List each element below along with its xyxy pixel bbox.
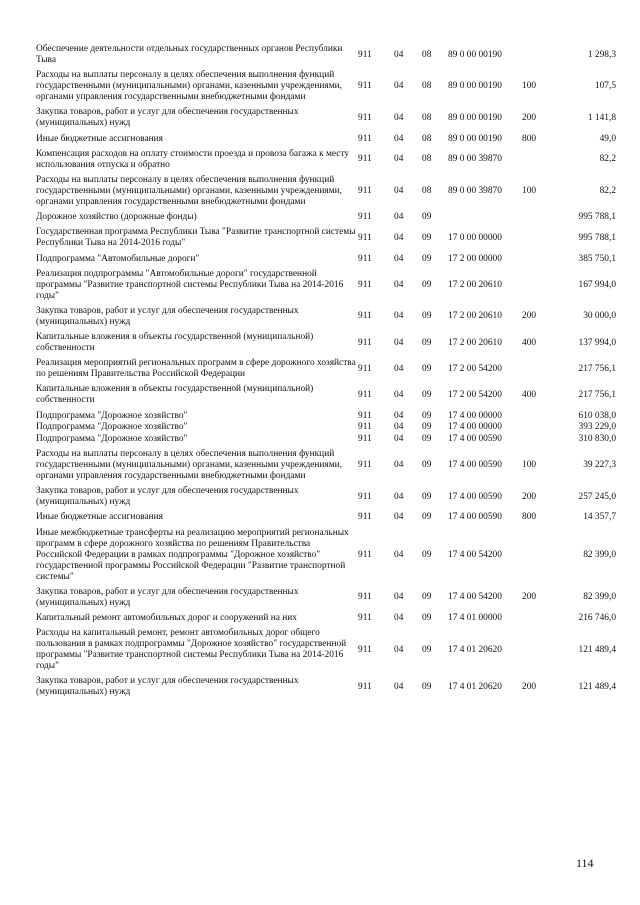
row-expense-type: 200 [522,311,537,322]
row-ved-code: 911 [358,49,372,60]
row-amount: 39 227,3 [583,460,616,470]
budget-table [36,44,616,703]
row-subsection-code: 08 [422,112,432,123]
row-amount: 121 489,4 [578,681,616,692]
row-name: Реализация подпрограммы "Автомобильные дороги" государственной программы "Развитие транспортной системы Республики Тыва на 2014-2016 годы" [36,268,344,301]
row-expense-type: 400 [522,337,537,348]
row-name: Иные бюджетные ассигнования [36,512,163,523]
row-ved-code: 911 [358,433,372,444]
row-amount: 216 746,0 [578,612,616,623]
row-name: Подпрограмма "Дорожное хозяйство" [36,422,188,433]
row-expense-type [522,528,556,587]
row-section-code: 04 [394,422,404,433]
row-section-code: 04 [394,389,404,400]
table-row [36,134,616,149]
row-amount: 82 399,0 [583,549,616,560]
table-row [36,587,616,613]
row-subsection-code: 09 [422,612,432,623]
row-ved-code: 911 [358,185,372,196]
row-target-article: 89 0 00 00190 [448,49,502,60]
row-target-article: 17 4 00 00000 [448,410,502,421]
row-expense-type [522,254,556,269]
row-name: Обеспечение деятельности отдельных государственных органов Республики Тыва [36,44,343,65]
row-amount: 393 229,0 [578,422,616,433]
row-expense-type [522,434,556,449]
row-amount: 995 788,1 [578,212,616,223]
row-name: Закупка товаров, работ и услуг для обеспечения государственных (муниципальных) нужд [36,107,299,129]
row-ved-code: 911 [358,363,372,374]
row-amount: 217 756,1 [578,389,616,400]
table-row [36,175,616,212]
row-amount: 217 756,1 [578,363,616,374]
table-row [36,149,616,175]
row-section-code: 04 [394,49,404,60]
table-row [36,528,616,587]
table-row [36,358,616,384]
row-section-code: 04 [394,279,404,290]
row-subsection-code: 09 [422,311,432,322]
table-row [36,332,616,358]
row-section-code: 04 [394,460,404,470]
row-section-code: 04 [394,337,404,348]
row-target-article: 17 4 01 20620 [448,681,502,692]
table-body [36,44,616,703]
row-target-article: 17 4 00 00590 [448,460,502,470]
row-section-code: 04 [394,592,404,603]
row-section-code: 04 [394,154,404,165]
row-name: Государственная программа Республики Тыва "Развитие транспортной системы Республики Тыва на 2014-2016 годы" [36,227,356,249]
row-section-code: 04 [394,433,404,444]
row-section-code: 04 [394,133,404,144]
row-target-article: 17 4 01 20620 [448,644,502,655]
row-section-code: 04 [394,253,404,264]
row-amount: 310 830,0 [578,433,616,444]
table-row [36,306,616,332]
row-subsection-code: 09 [422,253,432,264]
row-target-article: 17 2 00 20610 [448,337,502,348]
row-section-code: 04 [394,512,404,523]
row-subsection-code: 08 [422,185,432,196]
row-ved-code: 911 [358,681,372,692]
row-section-code: 04 [394,363,404,374]
row-expense-type [522,613,556,628]
row-expense-type: 400 [522,389,537,400]
row-name: Компенсация расходов на оплату стоимости проезда и провоза багажа к месту использования отпуска и обратно [36,148,350,170]
row-section-code: 04 [394,311,404,322]
row-subsection-code: 09 [422,549,432,560]
row-expense-type: 100 [522,185,537,196]
row-section-code: 04 [394,81,404,92]
row-name: Расходы на выплаты персоналу в целях обеспечения выполнения функций государственными (муниципальными) органами, казенными учреждениями, органами управления государственными внебюджетными фондами [36,70,343,103]
row-amount: 1 141,8 [587,112,616,123]
row-section-code: 04 [394,112,404,123]
table-row [36,422,616,434]
row-ved-code: 911 [358,311,372,322]
row-target-article [448,212,522,227]
row-section-code: 04 [394,644,404,655]
row-name: Расходы на выплаты персоналу в целях обеспечения выполнения функций государственными (муниципальными) органами, казенными учреждениями, органами управления государственными внебюджетными фондами [36,449,343,481]
row-amount: 385 750,1 [578,253,616,264]
row-subsection-code: 09 [422,212,432,223]
row-section-code: 04 [394,410,404,421]
row-target-article: 17 4 01 00000 [448,612,502,623]
row-amount: 14 357,7 [583,512,616,523]
row-ved-code: 911 [358,512,372,523]
row-ved-code: 911 [358,549,372,560]
row-name: Дорожное хозяйство (дорожные фонды) [36,212,197,223]
table-row [36,486,616,512]
row-subsection-code: 09 [422,491,432,502]
table-row [36,628,616,676]
row-subsection-code: 09 [422,592,432,603]
row-amount: 82,2 [599,154,616,165]
row-target-article: 17 4 00 00590 [448,433,502,444]
row-amount: 107,5 [594,81,616,92]
row-subsection-code: 08 [422,49,432,60]
row-subsection-code: 09 [422,279,432,290]
row-section-code: 04 [394,185,404,196]
row-name: Расходы на капитальный ремонт, ремонт автомобильных дорог общего пользования в рамках подпрограммы "Дорожное хозяйство" государственной программы "Развитие транспортной системы Республики Тыва на 2014-2016 годы" [36,628,347,672]
row-expense-type [522,628,556,676]
row-target-article: 89 0 00 00190 [448,112,502,123]
row-target-article: 17 4 00 00590 [448,512,502,523]
row-subsection-code: 09 [422,460,432,470]
row-amount: 610 038,0 [578,410,616,421]
row-target-article: 17 4 00 00590 [448,491,502,502]
row-target-article: 17 0 00 00000 [448,232,502,243]
row-amount: 257 245,0 [578,491,616,502]
row-amount: 82 399,0 [583,592,616,603]
row-amount: 1 298,3 [587,49,616,60]
row-target-article: 89 0 00 00190 [448,133,502,144]
row-section-code: 04 [394,212,404,223]
row-subsection-code: 09 [422,232,432,243]
row-expense-type: 800 [522,133,537,144]
row-section-code: 04 [394,681,404,692]
row-ved-code: 911 [358,154,372,165]
row-name: Расходы на выплаты персоналу в целях обеспечения выполнения функций государственными (муниципальными) органами, казенными учреждениями, органами управления государственными внебюджетными фондами [36,174,343,207]
row-expense-type [522,149,556,175]
row-section-code: 04 [394,549,404,560]
row-ved-code: 911 [358,232,372,243]
row-ved-code: 911 [358,81,372,92]
row-expense-type: 200 [522,681,537,692]
row-subsection-code: 09 [422,422,432,433]
row-section-code: 04 [394,491,404,502]
row-section-code: 04 [394,612,404,623]
row-name: Иные бюджетные ассигнования [36,133,163,144]
row-expense-type [522,422,556,434]
table-row [36,227,616,253]
row-expense-type [522,212,556,227]
table-row [36,70,616,107]
row-subsection-code: 08 [422,133,432,144]
row-amount: 137 994,0 [578,337,616,348]
row-expense-type [522,44,556,70]
row-subsection-code: 09 [422,363,432,374]
row-subsection-code: 09 [422,644,432,655]
table-row [36,254,616,269]
row-expense-type: 100 [522,81,537,92]
page-number: 114 [576,856,594,870]
row-expense-type [522,411,556,423]
row-name: Подпрограмма "Дорожное хозяйство" [36,433,188,444]
row-name: Закупка товаров, работ и услуг для обеспечения государственных (муниципальных) нужд [36,586,299,608]
row-amount: 30 000,0 [583,311,616,322]
row-name: Иные межбюджетные трансферты на реализацию мероприятий региональных программ в сфере дорожного хозяйства по решениям Правительства Российской Федерации в рамках подпрограммы "Дорожное хозяйство" государственной программы Российской Федерации "Развитие транспортной системы" [36,527,349,582]
row-subsection-code: 09 [422,433,432,444]
row-name: Капитальные вложения в объекты государственной (муниципальной) собственности [36,332,314,354]
row-expense-type: 200 [522,112,537,123]
row-ved-code: 911 [358,422,372,433]
row-subsection-code: 09 [422,512,432,523]
row-amount: 82,2 [599,185,616,196]
row-name: Реализация мероприятий региональных программ в сфере дорожного хозяйства по решениям Правительства Российской Федерации [36,358,356,380]
row-section-code: 04 [394,232,404,243]
row-subsection-code: 09 [422,337,432,348]
row-ved-code: 911 [358,279,372,290]
row-amount: 49,0 [599,133,616,144]
row-name: Закупка товаров, работ и услуг для обеспечения государственных (муниципальных) нужд [36,676,299,698]
row-target-article: 89 0 00 00190 [448,81,502,92]
row-name: Закупка товаров, работ и услуг для обеспечения государственных (муниципальных) нужд [36,486,299,508]
row-ved-code: 911 [358,112,372,123]
row-target-article: 89 0 00 39870 [448,185,502,196]
table-row [36,449,616,486]
row-subsection-code: 09 [422,410,432,421]
row-expense-type: 800 [522,512,537,523]
table-row [36,269,616,306]
table-row [36,434,616,449]
row-ved-code: 911 [358,133,372,144]
row-ved-code: 911 [358,592,372,603]
row-name: Подпрограмма "Дорожное хозяйство" [36,410,188,421]
row-ved-code: 911 [358,460,372,470]
row-target-article: 17 2 00 54200 [448,389,502,400]
row-name: Капитальные вложения в объекты государственной (муниципальной) собственности [36,384,314,406]
table-row [36,44,616,70]
row-ved-code: 911 [358,612,372,623]
row-subsection-code: 08 [422,154,432,165]
row-ved-code: 911 [358,410,372,421]
row-name: Закупка товаров, работ и услуг для обеспечения государственных (муниципальных) нужд [36,305,299,327]
row-amount: 121 489,4 [578,644,616,655]
table-row [36,512,616,527]
row-ved-code: 911 [358,491,372,502]
row-expense-type: 100 [522,460,537,470]
table-row [36,107,616,133]
row-expense-type: 200 [522,592,537,603]
row-target-article: 17 2 00 54200 [448,363,502,374]
row-target-article: 17 2 00 00000 [448,253,502,264]
row-target-article: 17 2 00 20610 [448,279,502,290]
row-expense-type [522,358,556,384]
row-ved-code: 911 [358,644,372,655]
table-row [36,212,616,227]
row-subsection-code: 09 [422,681,432,692]
row-target-article: 17 4 00 54200 [448,549,502,560]
row-ved-code: 911 [358,253,372,264]
row-ved-code: 911 [358,212,372,223]
row-target-article: 17 4 00 00000 [448,422,502,433]
table-row [36,411,616,423]
row-subsection-code: 09 [422,389,432,400]
table-row [36,384,616,410]
row-ved-code: 911 [358,389,372,400]
row-expense-type [522,227,556,253]
table-row [36,613,616,628]
row-target-article: 17 2 00 20610 [448,311,502,322]
row-expense-type [522,269,556,306]
row-name: Капитальный ремонт автомобильных дорог и сооружений на них [36,612,297,623]
row-target-article: 17 4 00 54200 [448,592,502,603]
table-row [36,676,616,702]
row-target-article: 89 0 00 39870 [448,154,502,165]
row-expense-type: 200 [522,491,537,502]
row-amount: 995 788,1 [578,232,616,243]
row-subsection-code: 08 [422,81,432,92]
row-amount: 167 994,0 [578,279,616,290]
row-name: Подпрограмма "Автомобильные дороги" [36,253,200,264]
row-ved-code: 911 [358,337,372,348]
